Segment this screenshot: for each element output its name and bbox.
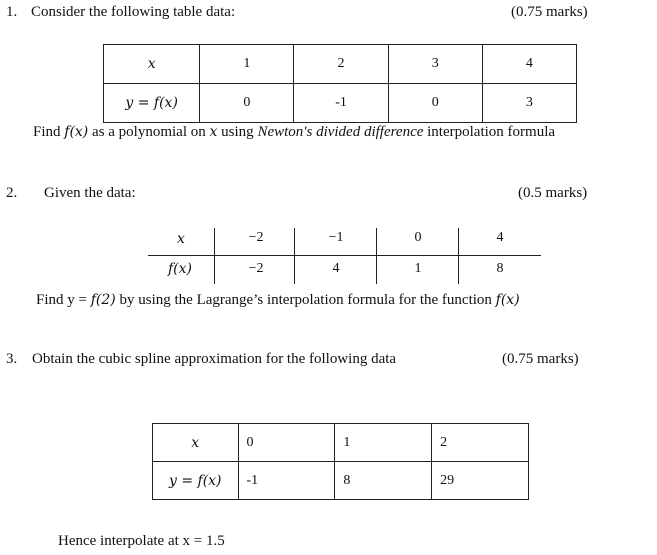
q2-cell: −1 [328, 230, 344, 245]
table-row [104, 45, 577, 84]
q2-cell: 1 [414, 261, 422, 276]
q1-cell: 0 [388, 84, 482, 123]
q2-find-mid: by using the Lagrange’s interpolation formula for the function [115, 292, 496, 308]
q3-number: 3. [6, 351, 18, 367]
table-row [153, 424, 529, 462]
q2-marks: (0.5 marks) [518, 185, 588, 201]
q2-cell: 0 [414, 230, 422, 245]
q2-find-f2: f(2) [90, 292, 116, 308]
q2-prompt: Given the data: [44, 185, 136, 201]
q2-cell: 8 [496, 261, 504, 276]
q2-number: 2. [6, 185, 18, 201]
q1-find-mid: as a polynomial on [88, 124, 210, 140]
q3-table [152, 423, 529, 500]
q1-find-post: interpolation formula [423, 124, 556, 140]
q1-find-method: Newton's divided difference [257, 124, 424, 140]
table-row [104, 84, 577, 123]
q3-cell: 29 [432, 462, 529, 500]
q1-prompt: Consider the following table data: [31, 4, 236, 20]
q1-find-fx: f(x) [64, 124, 89, 140]
q3-cell: -1 [238, 462, 335, 500]
q1-row1-label: x [104, 45, 200, 84]
q2-table-divider [376, 228, 377, 284]
q2-find-fx: f(x) [495, 292, 520, 308]
q2-row1-label: x [177, 231, 185, 247]
q3-cell: 8 [335, 462, 432, 500]
q1-row2-label: y = f(x) [104, 84, 200, 123]
q3-cell: 0 [238, 424, 335, 462]
q1-find-pre: Find [33, 124, 65, 140]
q3-cell: 2 [432, 424, 529, 462]
q1-cell: -1 [294, 84, 388, 123]
q1-cell: 0 [200, 84, 294, 123]
q2-table-divider [458, 228, 459, 284]
q3-row1-label: x [153, 424, 239, 462]
q2-cell: −2 [248, 261, 264, 276]
q2-table-rule [148, 255, 541, 256]
q3-cell: 1 [335, 424, 432, 462]
q2-table [148, 225, 541, 285]
q1-cell: 1 [200, 45, 294, 84]
q1-marks: (0.75 marks) [511, 4, 588, 20]
q2-find-pre: Find y = [36, 292, 91, 308]
q1-table [103, 44, 577, 123]
q2-cell: 4 [496, 230, 504, 245]
q3-hence: Hence interpolate at x = 1.5 [58, 533, 225, 549]
q2-find-line [36, 292, 520, 309]
q1-number: 1. [6, 4, 18, 20]
q2-cell: 4 [332, 261, 340, 276]
q3-prompt: Obtain the cubic spline approximation for the following data [32, 351, 397, 367]
q1-find-using: using [217, 124, 258, 140]
q1-find-x: x [209, 124, 218, 140]
q1-find-line [33, 124, 555, 141]
table-row [153, 462, 529, 500]
q3-row2-label: y = f(x) [153, 462, 239, 500]
q1-cell: 4 [482, 45, 576, 84]
q3-marks: (0.75 marks) [502, 351, 579, 367]
q1-cell: 2 [294, 45, 388, 84]
q1-cell: 3 [482, 84, 576, 123]
q2-cell: −2 [248, 230, 264, 245]
q1-cell: 3 [388, 45, 482, 84]
q2-row2-label: f(x) [167, 261, 192, 277]
